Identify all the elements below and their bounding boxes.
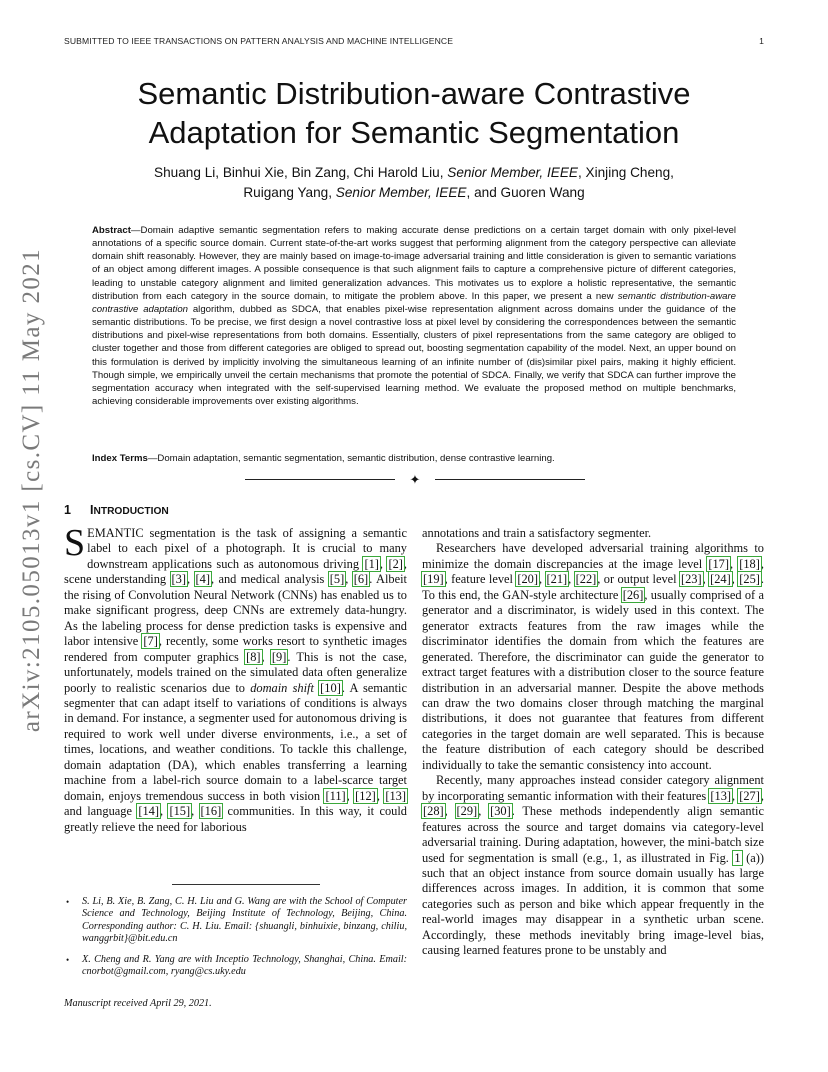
- citation-link[interactable]: [1]: [364, 556, 379, 571]
- citation-link[interactable]: [10]: [320, 680, 341, 695]
- sep: ,: [760, 788, 764, 803]
- figure-link[interactable]: 1: [734, 850, 741, 865]
- arxiv-identifier: [8, 247, 56, 733]
- footnote-item: [64, 896, 407, 945]
- citation-link[interactable]: [4]: [195, 572, 210, 587]
- citation-link[interactable]: [18]: [739, 556, 760, 571]
- divider-star-icon: ✦: [409, 472, 421, 487]
- footnote-rule: [172, 884, 320, 885]
- citation-link[interactable]: [3]: [171, 572, 186, 587]
- citation-link[interactable]: [26]: [622, 587, 644, 602]
- bullet-icon: •: [66, 955, 70, 966]
- sep: ,: [379, 556, 388, 571]
- sep: ,: [731, 572, 739, 587]
- citation-link[interactable]: [19]: [423, 572, 444, 587]
- journal-name: SUBMITTED TO IEEE TRANSACTIONS ON PATTERN ANALYSIS AND MACHINE INTELLIGENCE: [64, 36, 454, 46]
- bullet-icon: •: [66, 897, 70, 907]
- sep: ,: [346, 788, 355, 803]
- authors-part-2: , Xinjing Cheng,: [577, 165, 674, 180]
- running-header: [64, 36, 764, 50]
- abstract-label: Abstract: [92, 225, 131, 236]
- paper-title: [64, 74, 764, 152]
- citation-link[interactable]: [30]: [490, 804, 511, 819]
- sep: ,: [376, 788, 385, 803]
- sep: ,: [261, 649, 271, 664]
- citation-link[interactable]: [9]: [271, 649, 287, 664]
- right-column: [422, 526, 764, 959]
- index-terms: [92, 452, 736, 465]
- body-text: communities. In this way, it could greatly relieve the need for laborious: [64, 804, 407, 834]
- body-text: Researchers have developed adversarial training algorithms to minimize the domain discrepancies at the image level: [422, 541, 764, 571]
- section-divider: [245, 472, 585, 488]
- sep: ,: [760, 556, 764, 571]
- citation-link[interactable]: [16]: [200, 804, 222, 819]
- sep: ,: [187, 572, 195, 587]
- citation-link[interactable]: [8]: [246, 649, 261, 664]
- abstract-text-1: —Domain adaptive semantic segmentation refers to making accurate dense predictions on a certain target domain with only pixel-level annotations of a specific source domain. Current state-of-the-art works suggest that performing alignment from the category perspective can alleviate domain shift reasonably. However, they are mainly based on image-to-image adversarial training and little consideration is given to semantic variations of an object among different images. A possible consequence is that such alignment fails to capture a comprehensive picture of different categories, leading to unstable category alignment and limited generalization advances. This motivates us to explore a holistic representative, the semantic distribution from each category in the source domain, to mitigate the problem above. In this paper, we present a new: [92, 225, 736, 302]
- drop-cap: S: [64, 522, 86, 564]
- sep: ,: [568, 572, 575, 587]
- citation-link[interactable]: [28]: [423, 804, 444, 819]
- body-text: . To this end, the GAN-style architecture: [422, 572, 765, 602]
- title-line-1: Semantic Distribution-aware Contrastive: [137, 76, 691, 111]
- left-column: [64, 522, 407, 835]
- sep: ,: [191, 804, 200, 819]
- citation-link[interactable]: [11]: [325, 788, 346, 803]
- body-text: , recently, some works resort to synthetic images rendered from computer graphics: [64, 634, 407, 664]
- footnote-item: [64, 954, 407, 979]
- body-text: . A semantic segmenter that can adapt itself to variations of conditions is always in demand. For instance, a segmenter used for autonomous driving is required to work well under diverse environments, i.e., a set of times, locations, and weather conditions. To tackle this challenge, domain adaptation (DA), which enables transferring a learning machine from a label-rich source domain to a label-scarce target domain, enjoys tremendous success in both vision: [64, 680, 407, 803]
- body-text: , feature level: [444, 572, 517, 587]
- paragraph: annotations and train a satisfactory segmenter.: [422, 526, 652, 540]
- sep: ,: [732, 788, 739, 803]
- author-list: [90, 163, 738, 202]
- emphasis-text: domain shift: [250, 680, 314, 695]
- divider-rule-left: [245, 479, 395, 480]
- sep: ,: [159, 804, 169, 819]
- citation-link[interactable]: [6]: [353, 572, 369, 587]
- citation-link[interactable]: [13]: [710, 788, 732, 803]
- paragraph: [422, 541, 764, 773]
- citation-link[interactable]: [5]: [329, 572, 345, 587]
- authors-part-1: Shuang Li, Binhui Xie, Bin Zang, Chi Harold Liu,: [154, 165, 444, 180]
- section-heading: [64, 503, 169, 517]
- citation-link[interactable]: [20]: [517, 572, 539, 587]
- sep: ,: [539, 572, 546, 587]
- citation-link[interactable]: [2]: [388, 556, 403, 571]
- membership-2: Senior Member, IEEE: [335, 184, 467, 200]
- footnote-text: X. Cheng and R. Yang are with Inceptio Technology, Shanghai, China. Email: cnorbot@gmail.com, ryang@cs.uky.edu: [82, 954, 407, 978]
- authors-part-4: , and Guoren Wang: [466, 184, 585, 200]
- sep: ,: [702, 572, 710, 587]
- sep: ,: [478, 804, 490, 819]
- section-title-rest: NTRODUCTION: [93, 506, 169, 517]
- citation-link[interactable]: [23]: [680, 572, 702, 587]
- title-line-2: Adaptation for Semantic Segmentation: [148, 115, 680, 150]
- citation-link[interactable]: [13]: [385, 788, 406, 803]
- section-number: 1: [64, 503, 71, 517]
- abstract: [92, 224, 736, 408]
- intro-paragraph: [64, 522, 407, 835]
- body-text: , or output level: [597, 572, 680, 587]
- sep: ,: [345, 572, 353, 587]
- footnote-text: S. Li, B. Xie, B. Zang, C. H. Liu and G. Wang are with the School of Computer Science and Technology, Beijing Institute of Technology, Beijing, China. Corresponding author: C. H. Liu. Email: {shuangli, binhuixie, binzang, chiliu, wanggrbit}@bit.edu.cn: [82, 896, 407, 944]
- body-text: , and medical analysis: [210, 572, 329, 587]
- index-terms-text: —Domain adaptation, semantic segmentation, semantic distribution, dense contrastive learning.: [147, 453, 555, 464]
- abstract-text-2: algorithm, dubbed as SDCA, that enables pixel-wise representation alignment across domains under the guidance of the semantic distributions. To be precise, we first design a novel contrastive loss at pixel level by considering the correspondences between the semantic distributions and pixel-wise representations from both domains. Essentially, clusters of pixel representations from the same category are obliged to cluster together and those from different categories are obliged to spread out, boosting segmentation capability of the model. Next, an upper bound on this formulation is derived by implicitly involving the simultaneous learning of an infinite number of (dis)similar pixel pairs, making it highly efficient. Though simple, we empirically unveil the certain mechanisms that promote the potential of SDCA. Finally, we verify that SDCA can further improve the segmentation accuracy when integrated with the self-supervised learning method. We evaluate the proposed method on multiple benchmarks, achieving considerable improvements over existing algorithms.: [92, 303, 736, 408]
- authors-part-3: Ruigang Yang,: [243, 184, 333, 200]
- section-title-first: I: [90, 503, 94, 517]
- citation-link[interactable]: [25]: [739, 572, 760, 587]
- body-text: Recently, many approaches instead consider category alignment by incorporating semantic information with their features: [422, 773, 764, 803]
- citation-link[interactable]: [24]: [710, 572, 731, 587]
- citation-link[interactable]: [21]: [546, 572, 568, 587]
- body-text: . These methods independently align semantic features across the source and target domains via category-level adversarial training. During adaptation, however, the mini-batch size used for segmentation is small (e.g., 1, as illustrated in Fig.: [422, 804, 764, 865]
- paragraph: [422, 773, 764, 958]
- abstract-emphasis: semantic distribution-aware contrastive adaptation: [92, 290, 736, 315]
- body-text: . Albeit the rising of Convolution Neural Network (CNNs) has enabled us to make significant progress, deep CNNs are extremely data-hungry. As the labeling process for dense prediction tasks is expensive and labor intensive: [64, 572, 407, 649]
- citation-link[interactable]: [22]: [575, 572, 597, 587]
- body-text: . This is not the case, unfortunately, models trained on the simulated data often generalize poorly to realistic scenarios due to: [64, 649, 407, 695]
- membership-1: Senior Member, IEEE: [447, 165, 578, 180]
- citation-link[interactable]: [15]: [169, 804, 191, 819]
- citation-link[interactable]: [14]: [138, 804, 159, 819]
- page-number: 1: [759, 36, 764, 46]
- divider-rule-right: [435, 479, 585, 480]
- citation-link[interactable]: [12]: [355, 788, 376, 803]
- manuscript-note: Manuscript received April 29, 2021.: [64, 998, 212, 1009]
- author-line-1: [90, 163, 738, 183]
- body-text: and language: [64, 804, 138, 819]
- body-text: (a)) such that an object instance from source domain usually has large differences across images. In addition, it is common that some categories such as person and bike which appear frequently in the real-world images may disappear in a synthetic urban scene. Accordingly, these methods inevitably bring image-level bias, causing learned features prone to be unstably and: [422, 850, 764, 958]
- small-caps-word: EMANTIC: [87, 526, 144, 540]
- body-text: , usually comprised of a generator and a discriminator, is widely used in this context. The generator extracts features from the raw images while the discriminator identifies the domain from which the features are generated. Therefore, the discriminator can guide the generator to extract target features with a distribution closer to the source feature distribution in an adversarial manner. Despite the above methods can draw the two domains closer through matching the marginal distributions, it does not guarantee that features from different categories in the target domain are well separated. This is because the feature distribution of each category should be described individually to take the semantic consistency into account.: [422, 587, 764, 772]
- sep: ,: [444, 804, 456, 819]
- citation-link[interactable]: [29]: [456, 804, 478, 819]
- body-text: , scene understanding: [64, 556, 407, 587]
- body-text: segmentation is the task of assigning a semantic label to each pixel of a photograph. It is crucial to many downstream applications such as autonomous driving: [87, 526, 407, 571]
- author-line-2: [90, 183, 738, 203]
- citation-link[interactable]: [7]: [143, 634, 158, 649]
- index-terms-label: Index Terms: [92, 453, 148, 464]
- arxiv-text: arXiv:2105.05013v1 [cs.CV] 11 May 2021: [18, 247, 45, 733]
- citation-link[interactable]: [17]: [708, 556, 729, 571]
- footnotes: [64, 896, 407, 988]
- citation-link[interactable]: [27]: [739, 788, 760, 803]
- sep: ,: [730, 556, 739, 571]
